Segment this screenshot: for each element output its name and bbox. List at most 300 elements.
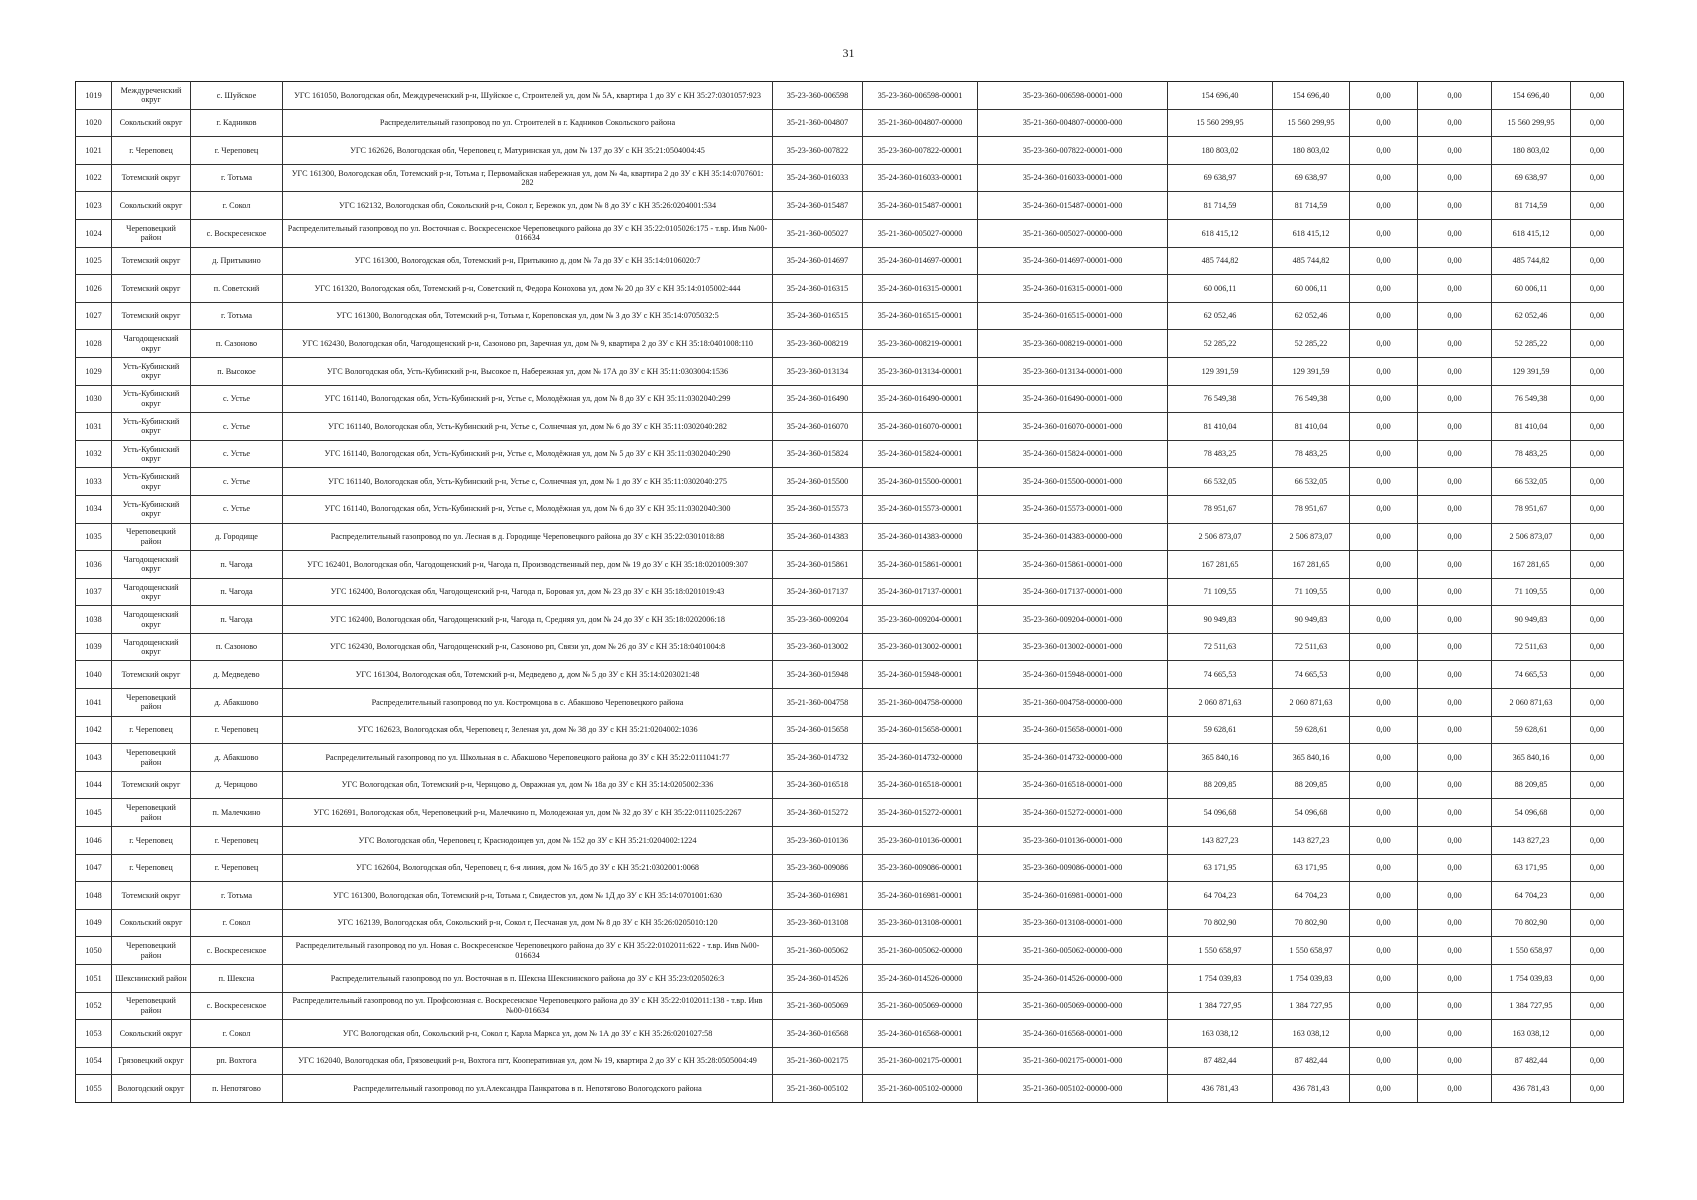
cell-inventory-code: 35-24-360-015487: [773, 192, 863, 220]
cell-row-number: 1049: [76, 909, 112, 937]
cell-initial-cost: 63 171,95: [1168, 854, 1273, 882]
cell-initial-cost: 1 754 039,83: [1168, 965, 1273, 993]
cell-settlement: п. Советский: [191, 275, 283, 303]
cell-district: Сокольский округ: [112, 109, 191, 137]
cell-col-zero-3: 0,00: [1571, 164, 1624, 192]
cell-settlement: с. Шуйское: [191, 82, 283, 110]
cell-book-value: 71 109,55: [1273, 578, 1350, 606]
cell-row-number: 1041: [76, 689, 112, 717]
cell-settlement: с. Воскресенское: [191, 992, 283, 1020]
cell-col-zero-1: 0,00: [1350, 744, 1418, 772]
cell-row-number: 1021: [76, 137, 112, 165]
table-row: [76, 275, 1624, 303]
registry-table: [75, 81, 1624, 1103]
cell-inventory-code: 35-21-360-002175: [773, 1047, 863, 1075]
cell-col-zero-1: 0,00: [1350, 164, 1418, 192]
cell-object-name: УГС 161050, Вологодская обл, Междуреченский р-н, Шуйское с, Строителей ул, дом № 5А, квартира 1 до ЗУ с КН 35:27:0301057:923: [283, 82, 773, 110]
cell-sub-code: 35-21-360-004758-00000: [863, 689, 978, 717]
cell-inventory-code: 35-24-360-016315: [773, 275, 863, 303]
cell-district: г. Череповец: [112, 854, 191, 882]
cell-inventory-code: 35-23-360-009086: [773, 854, 863, 882]
cell-sub-code: 35-24-360-016315-00001: [863, 275, 978, 303]
cell-book-value: 2 506 873,07: [1273, 523, 1350, 551]
cell-full-code: 35-21-360-005062-00000-000: [978, 937, 1168, 965]
cell-district: Череповецкий район: [112, 937, 191, 965]
table-row: [76, 247, 1624, 275]
cell-inventory-code: 35-24-360-014697: [773, 247, 863, 275]
cell-object-name: Распределительный газопровод по ул. Новая с. Воскресенское Череповецкого района до ЗУ с КН 35:22:0102011:622 - т.вр. Инв №00-016634: [283, 937, 773, 965]
cell-col-zero-3: 0,00: [1571, 1020, 1624, 1048]
cell-row-number: 1047: [76, 854, 112, 882]
cell-district: Череповецкий район: [112, 992, 191, 1020]
cell-book-value: 87 482,44: [1273, 1047, 1350, 1075]
cell-object-name: УГС 161140, Вологодская обл, Усть-Кубинский р-н, Устье с, Солнечная ул, дом № 6 до ЗУ с КН 35:11:0302040:282: [283, 413, 773, 441]
cell-object-name: УГС 162400, Вологодская обл, Чагодощенский р-н, Чагода п, Средняя ул, дом № 24 до ЗУ с КН 35:18:0202006:18: [283, 606, 773, 634]
cell-full-code: 35-24-360-015487-00001-000: [978, 192, 1168, 220]
cell-book-value: 143 827,23: [1273, 827, 1350, 855]
cell-initial-cost: 2 506 873,07: [1168, 523, 1273, 551]
cell-settlement: г. Сокол: [191, 192, 283, 220]
cell-col-zero-3: 0,00: [1571, 882, 1624, 910]
cell-sub-code: 35-21-360-005102-00000: [863, 1075, 978, 1103]
table-row: [76, 716, 1624, 744]
cell-book-value: 72 511,63: [1273, 633, 1350, 661]
cell-col-zero-3: 0,00: [1571, 137, 1624, 165]
table-row: [76, 413, 1624, 441]
cell-sub-code: 35-24-360-016981-00001: [863, 882, 978, 910]
table-row: [76, 495, 1624, 523]
cell-col-zero-2: 0,00: [1418, 578, 1492, 606]
cell-col-zero-2: 0,00: [1418, 771, 1492, 799]
cell-residual-value: 129 391,59: [1492, 357, 1571, 385]
cell-sub-code: 35-23-360-009086-00001: [863, 854, 978, 882]
cell-row-number: 1055: [76, 1075, 112, 1103]
cell-inventory-code: 35-24-360-016981: [773, 882, 863, 910]
cell-book-value: 15 560 299,95: [1273, 109, 1350, 137]
cell-col-zero-2: 0,00: [1418, 799, 1492, 827]
cell-inventory-code: 35-24-360-016515: [773, 302, 863, 330]
cell-residual-value: 74 665,53: [1492, 661, 1571, 689]
cell-initial-cost: 90 949,83: [1168, 606, 1273, 634]
cell-book-value: 76 549,38: [1273, 385, 1350, 413]
cell-initial-cost: 81 714,59: [1168, 192, 1273, 220]
cell-initial-cost: 72 511,63: [1168, 633, 1273, 661]
cell-full-code: 35-23-360-008219-00001-000: [978, 330, 1168, 358]
cell-full-code: 35-23-360-010136-00001-000: [978, 827, 1168, 855]
cell-row-number: 1036: [76, 551, 112, 579]
cell-book-value: 88 209,85: [1273, 771, 1350, 799]
cell-object-name: Распределительный газопровод по ул. Школьная в с. Абакшово Череповецкого района до ЗУ с КН 35:22:0111041:77: [283, 744, 773, 772]
cell-initial-cost: 64 704,23: [1168, 882, 1273, 910]
cell-row-number: 1034: [76, 495, 112, 523]
cell-book-value: 64 704,23: [1273, 882, 1350, 910]
cell-col-zero-1: 0,00: [1350, 661, 1418, 689]
cell-sub-code: 35-24-360-016518-00001: [863, 771, 978, 799]
cell-residual-value: 69 638,97: [1492, 164, 1571, 192]
cell-sub-code: 35-24-360-014383-00000: [863, 523, 978, 551]
cell-row-number: 1042: [76, 716, 112, 744]
cell-sub-code: 35-24-360-015272-00001: [863, 799, 978, 827]
cell-residual-value: 485 744,82: [1492, 247, 1571, 275]
cell-object-name: УГС 162139, Вологодская обл, Сокольский р-н, Сокол г, Песчаная ул, дом № 8 до ЗУ с КН 35:26:0205010:120: [283, 909, 773, 937]
cell-col-zero-3: 0,00: [1571, 109, 1624, 137]
cell-settlement: г. Череповец: [191, 137, 283, 165]
cell-inventory-code: 35-23-360-013134: [773, 357, 863, 385]
cell-sub-code: 35-24-360-016515-00001: [863, 302, 978, 330]
cell-col-zero-2: 0,00: [1418, 1075, 1492, 1103]
cell-sub-code: 35-23-360-007822-00001: [863, 137, 978, 165]
cell-sub-code: 35-21-360-005069-00000: [863, 992, 978, 1020]
cell-residual-value: 54 096,68: [1492, 799, 1571, 827]
cell-col-zero-1: 0,00: [1350, 1075, 1418, 1103]
cell-col-zero-1: 0,00: [1350, 219, 1418, 247]
cell-residual-value: 60 006,11: [1492, 275, 1571, 303]
cell-residual-value: 1 550 658,97: [1492, 937, 1571, 965]
cell-book-value: 365 840,16: [1273, 744, 1350, 772]
cell-sub-code: 35-24-360-017137-00001: [863, 578, 978, 606]
cell-sub-code: 35-23-360-013134-00001: [863, 357, 978, 385]
cell-sub-code: 35-24-360-015487-00001: [863, 192, 978, 220]
cell-sub-code: 35-24-360-015861-00001: [863, 551, 978, 579]
cell-settlement: п. Высокое: [191, 357, 283, 385]
cell-residual-value: 78 483,25: [1492, 440, 1571, 468]
cell-col-zero-1: 0,00: [1350, 330, 1418, 358]
cell-residual-value: 59 628,61: [1492, 716, 1571, 744]
cell-residual-value: 167 281,65: [1492, 551, 1571, 579]
cell-col-zero-3: 0,00: [1571, 330, 1624, 358]
cell-book-value: 69 638,97: [1273, 164, 1350, 192]
cell-inventory-code: 35-21-360-004807: [773, 109, 863, 137]
cell-object-name: УГС 162400, Вологодская обл, Чагодощенский р-н, Чагода п, Боровая ул, дом № 23 до ЗУ с КН 35:18:0201019:43: [283, 578, 773, 606]
cell-row-number: 1039: [76, 633, 112, 661]
cell-residual-value: 66 532,05: [1492, 468, 1571, 496]
cell-col-zero-3: 0,00: [1571, 661, 1624, 689]
cell-full-code: 35-24-360-016315-00001-000: [978, 275, 1168, 303]
table-row: [76, 357, 1624, 385]
cell-full-code: 35-23-360-013002-00001-000: [978, 633, 1168, 661]
cell-col-zero-1: 0,00: [1350, 909, 1418, 937]
cell-settlement: г. Сокол: [191, 1020, 283, 1048]
cell-settlement: г. Тотьма: [191, 882, 283, 910]
cell-settlement: д. Городище: [191, 523, 283, 551]
cell-residual-value: 88 209,85: [1492, 771, 1571, 799]
cell-initial-cost: 154 696,40: [1168, 82, 1273, 110]
cell-object-name: УГС 161140, Вологодская обл, Усть-Кубинский р-н, Устье с, Молодёжная ул, дом № 6 до ЗУ с КН 35:11:0302040:300: [283, 495, 773, 523]
cell-row-number: 1048: [76, 882, 112, 910]
cell-col-zero-1: 0,00: [1350, 799, 1418, 827]
cell-settlement: г. Череповец: [191, 716, 283, 744]
table-row: [76, 744, 1624, 772]
table-row: [76, 82, 1624, 110]
cell-book-value: 1 384 727,95: [1273, 992, 1350, 1020]
cell-col-zero-2: 0,00: [1418, 744, 1492, 772]
cell-col-zero-2: 0,00: [1418, 606, 1492, 634]
cell-col-zero-3: 0,00: [1571, 716, 1624, 744]
cell-residual-value: 72 511,63: [1492, 633, 1571, 661]
cell-col-zero-1: 0,00: [1350, 1020, 1418, 1048]
cell-settlement: п. Малечкино: [191, 799, 283, 827]
cell-inventory-code: 35-23-360-013002: [773, 633, 863, 661]
cell-inventory-code: 35-21-360-004758: [773, 689, 863, 717]
cell-district: г. Череповец: [112, 137, 191, 165]
cell-object-name: УГС 162430, Вологодская обл, Чагодощенский р-н, Сазоново рп, Связи ул, дом № 26 до ЗУ с КН 35:18:0401004:8: [283, 633, 773, 661]
cell-residual-value: 180 803,02: [1492, 137, 1571, 165]
cell-district: Шекснинский район: [112, 965, 191, 993]
cell-col-zero-2: 0,00: [1418, 633, 1492, 661]
cell-inventory-code: 35-24-360-015948: [773, 661, 863, 689]
cell-col-zero-2: 0,00: [1418, 937, 1492, 965]
cell-initial-cost: 143 827,23: [1168, 827, 1273, 855]
cell-initial-cost: 167 281,65: [1168, 551, 1273, 579]
cell-col-zero-1: 0,00: [1350, 413, 1418, 441]
cell-full-code: 35-21-360-004807-00000-000: [978, 109, 1168, 137]
cell-sub-code: 35-21-360-004807-00000: [863, 109, 978, 137]
cell-full-code: 35-24-360-015658-00001-000: [978, 716, 1168, 744]
cell-book-value: 78 951,67: [1273, 495, 1350, 523]
cell-district: Тотемский округ: [112, 882, 191, 910]
cell-residual-value: 76 549,38: [1492, 385, 1571, 413]
cell-initial-cost: 87 482,44: [1168, 1047, 1273, 1075]
cell-col-zero-2: 0,00: [1418, 661, 1492, 689]
cell-full-code: 35-24-360-016518-00001-000: [978, 771, 1168, 799]
table-row: [76, 799, 1624, 827]
cell-col-zero-2: 0,00: [1418, 992, 1492, 1020]
cell-object-name: Распределительный газопровод по ул. Восточная с. Воскресенское Череповецкого района до ЗУ с КН 35:22:0105026:175 - т.вр. Инв №00-016634: [283, 219, 773, 247]
cell-col-zero-2: 0,00: [1418, 468, 1492, 496]
cell-district: Грязовецкий округ: [112, 1047, 191, 1075]
cell-district: Тотемский округ: [112, 771, 191, 799]
table-row: [76, 440, 1624, 468]
cell-inventory-code: 35-23-360-010136: [773, 827, 863, 855]
cell-district: Сокольский округ: [112, 909, 191, 937]
cell-col-zero-3: 0,00: [1571, 771, 1624, 799]
cell-district: Череповецкий район: [112, 744, 191, 772]
cell-full-code: 35-24-360-016568-00001-000: [978, 1020, 1168, 1048]
cell-residual-value: 618 415,12: [1492, 219, 1571, 247]
cell-residual-value: 78 951,67: [1492, 495, 1571, 523]
cell-col-zero-2: 0,00: [1418, 827, 1492, 855]
cell-inventory-code: 35-24-360-015272: [773, 799, 863, 827]
cell-col-zero-1: 0,00: [1350, 551, 1418, 579]
cell-col-zero-3: 0,00: [1571, 578, 1624, 606]
cell-full-code: 35-24-360-015272-00001-000: [978, 799, 1168, 827]
cell-full-code: 35-24-360-016515-00001-000: [978, 302, 1168, 330]
cell-book-value: 59 628,61: [1273, 716, 1350, 744]
cell-object-name: УГС 161300, Вологодская обл, Тотемский р-н, Тотьма г, Свидестов ул, дом № 1Д до ЗУ с КН 35:14:0701001:630: [283, 882, 773, 910]
cell-residual-value: 63 171,95: [1492, 854, 1571, 882]
cell-book-value: 78 483,25: [1273, 440, 1350, 468]
cell-col-zero-2: 0,00: [1418, 275, 1492, 303]
cell-col-zero-1: 0,00: [1350, 247, 1418, 275]
cell-inventory-code: 35-21-360-005069: [773, 992, 863, 1020]
cell-col-zero-2: 0,00: [1418, 247, 1492, 275]
page-number: 31: [842, 46, 855, 60]
cell-initial-cost: 62 052,46: [1168, 302, 1273, 330]
cell-col-zero-2: 0,00: [1418, 413, 1492, 441]
cell-district: Тотемский округ: [112, 164, 191, 192]
cell-residual-value: 70 802,90: [1492, 909, 1571, 937]
cell-col-zero-3: 0,00: [1571, 854, 1624, 882]
cell-settlement: г. Череповец: [191, 854, 283, 882]
cell-sub-code: 35-21-360-002175-00001: [863, 1047, 978, 1075]
cell-book-value: 54 096,68: [1273, 799, 1350, 827]
cell-object-name: УГС 162623, Вологодская обл, Череповец г, Зеленая ул, дом № 38 до ЗУ с КН 35:21:0204002:1036: [283, 716, 773, 744]
cell-sub-code: 35-23-360-006598-00001: [863, 82, 978, 110]
cell-col-zero-3: 0,00: [1571, 992, 1624, 1020]
cell-initial-cost: 52 285,22: [1168, 330, 1273, 358]
table-row: [76, 330, 1624, 358]
table-row: [76, 109, 1624, 137]
cell-col-zero-3: 0,00: [1571, 1075, 1624, 1103]
cell-col-zero-3: 0,00: [1571, 909, 1624, 937]
cell-col-zero-3: 0,00: [1571, 275, 1624, 303]
cell-inventory-code: 35-24-360-016070: [773, 413, 863, 441]
cell-residual-value: 1 384 727,95: [1492, 992, 1571, 1020]
table-row: [76, 882, 1624, 910]
cell-book-value: 129 391,59: [1273, 357, 1350, 385]
cell-col-zero-3: 0,00: [1571, 219, 1624, 247]
cell-full-code: 35-24-360-015573-00001-000: [978, 495, 1168, 523]
cell-residual-value: 87 482,44: [1492, 1047, 1571, 1075]
cell-district: Усть-Кубинский округ: [112, 385, 191, 413]
cell-col-zero-1: 0,00: [1350, 771, 1418, 799]
cell-initial-cost: 436 781,43: [1168, 1075, 1273, 1103]
cell-book-value: 485 744,82: [1273, 247, 1350, 275]
cell-settlement: п. Чагода: [191, 606, 283, 634]
cell-inventory-code: 35-24-360-015573: [773, 495, 863, 523]
cell-row-number: 1045: [76, 799, 112, 827]
cell-initial-cost: 70 802,90: [1168, 909, 1273, 937]
cell-row-number: 1038: [76, 606, 112, 634]
cell-col-zero-2: 0,00: [1418, 909, 1492, 937]
cell-col-zero-3: 0,00: [1571, 440, 1624, 468]
cell-row-number: 1020: [76, 109, 112, 137]
cell-inventory-code: 35-23-360-006598: [773, 82, 863, 110]
cell-initial-cost: 69 638,97: [1168, 164, 1273, 192]
cell-object-name: Распределительный газопровод по ул. Восточная в п. Шексна Шекснинского района до ЗУ с КН 35:23:0205026:3: [283, 965, 773, 993]
cell-col-zero-3: 0,00: [1571, 82, 1624, 110]
cell-col-zero-3: 0,00: [1571, 965, 1624, 993]
cell-row-number: 1035: [76, 523, 112, 551]
cell-object-name: УГС 162604, Вологодская обл, Череповец г, 6-я линия, дом № 16/5 до ЗУ с КН 35:21:0302001:0068: [283, 854, 773, 882]
cell-district: Тотемский округ: [112, 302, 191, 330]
cell-book-value: 1 550 658,97: [1273, 937, 1350, 965]
cell-district: Чагодощенский округ: [112, 330, 191, 358]
cell-full-code: 35-24-360-017137-00001-000: [978, 578, 1168, 606]
cell-row-number: 1046: [76, 827, 112, 855]
cell-initial-cost: 163 038,12: [1168, 1020, 1273, 1048]
cell-col-zero-2: 0,00: [1418, 689, 1492, 717]
cell-settlement: г. Кадников: [191, 109, 283, 137]
cell-object-name: УГС 162401, Вологодская обл, Чагодощенский р-н, Чагода п, Производственный пер, дом № 19 до ЗУ с КН 35:18:0201009:307: [283, 551, 773, 579]
cell-initial-cost: 365 840,16: [1168, 744, 1273, 772]
cell-residual-value: 15 560 299,95: [1492, 109, 1571, 137]
cell-full-code: 35-24-360-016070-00001-000: [978, 413, 1168, 441]
cell-object-name: УГС 162132, Вологодская обл, Сокольский р-н, Сокол г, Бережок ул, дом № 8 до ЗУ с КН 35:26:0204001:534: [283, 192, 773, 220]
cell-col-zero-2: 0,00: [1418, 357, 1492, 385]
cell-initial-cost: 81 410,04: [1168, 413, 1273, 441]
table-row: [76, 578, 1624, 606]
cell-col-zero-1: 0,00: [1350, 633, 1418, 661]
cell-full-code: 35-24-360-014383-00000-000: [978, 523, 1168, 551]
cell-col-zero-1: 0,00: [1350, 192, 1418, 220]
cell-residual-value: 1 754 039,83: [1492, 965, 1571, 993]
table-row: [76, 689, 1624, 717]
table-row: [76, 909, 1624, 937]
cell-inventory-code: 35-21-360-005102: [773, 1075, 863, 1103]
cell-settlement: с. Воскресенское: [191, 219, 283, 247]
cell-sub-code: 35-21-360-005062-00000: [863, 937, 978, 965]
cell-object-name: УГС 162691, Вологодская обл, Череповецкий р-н, Малечкино п, Молодежная ул, дом № 32 до ЗУ с КН 35:22:0111025:2267: [283, 799, 773, 827]
cell-col-zero-1: 0,00: [1350, 1047, 1418, 1075]
cell-row-number: 1030: [76, 385, 112, 413]
table-row: [76, 468, 1624, 496]
cell-book-value: 60 006,11: [1273, 275, 1350, 303]
cell-district: Сокольский округ: [112, 1020, 191, 1048]
cell-settlement: д. Притыкино: [191, 247, 283, 275]
cell-sub-code: 35-24-360-014732-00000: [863, 744, 978, 772]
cell-district: Череповецкий район: [112, 689, 191, 717]
cell-initial-cost: 66 532,05: [1168, 468, 1273, 496]
cell-settlement: г. Сокол: [191, 909, 283, 937]
cell-settlement: п. Сазоново: [191, 633, 283, 661]
cell-settlement: д. Абакшово: [191, 689, 283, 717]
cell-initial-cost: 15 560 299,95: [1168, 109, 1273, 137]
cell-district: Череповецкий район: [112, 219, 191, 247]
cell-settlement: п. Чагода: [191, 578, 283, 606]
cell-district: Усть-Кубинский округ: [112, 413, 191, 441]
cell-sub-code: 35-24-360-015658-00001: [863, 716, 978, 744]
cell-settlement: п. Непотягово: [191, 1075, 283, 1103]
cell-residual-value: 365 840,16: [1492, 744, 1571, 772]
cell-book-value: 81 410,04: [1273, 413, 1350, 441]
cell-col-zero-1: 0,00: [1350, 578, 1418, 606]
cell-initial-cost: 78 483,25: [1168, 440, 1273, 468]
cell-object-name: УГС 161300, Вологодская обл, Тотемский р-н, Тотьма г, Первомайская набережная ул, дом № 4а, квартира 2 до ЗУ с КН 35:14:0707601: 282: [283, 164, 773, 192]
cell-row-number: 1032: [76, 440, 112, 468]
table-row: [76, 606, 1624, 634]
cell-col-zero-1: 0,00: [1350, 468, 1418, 496]
table-row: [76, 771, 1624, 799]
cell-row-number: 1027: [76, 302, 112, 330]
cell-district: Усть-Кубинский округ: [112, 357, 191, 385]
cell-book-value: 2 060 871,63: [1273, 689, 1350, 717]
table-row: [76, 827, 1624, 855]
cell-object-name: УГС Вологодская обл, Усть-Кубинский р-н, Высокое п, Набережная ул, дом № 17А до ЗУ с КН 35:11:0303004:1536: [283, 357, 773, 385]
cell-settlement: г. Тотьма: [191, 164, 283, 192]
table-row: [76, 965, 1624, 993]
cell-settlement: п. Сазоново: [191, 330, 283, 358]
cell-col-zero-3: 0,00: [1571, 689, 1624, 717]
cell-book-value: 1 754 039,83: [1273, 965, 1350, 993]
cell-residual-value: 90 949,83: [1492, 606, 1571, 634]
cell-col-zero-1: 0,00: [1350, 440, 1418, 468]
cell-full-code: 35-23-360-013108-00001-000: [978, 909, 1168, 937]
cell-initial-cost: 485 744,82: [1168, 247, 1273, 275]
cell-row-number: 1054: [76, 1047, 112, 1075]
cell-full-code: 35-24-360-016490-00001-000: [978, 385, 1168, 413]
cell-book-value: 180 803,02: [1273, 137, 1350, 165]
cell-full-code: 35-24-360-015861-00001-000: [978, 551, 1168, 579]
cell-row-number: 1053: [76, 1020, 112, 1048]
table-row: [76, 1075, 1624, 1103]
cell-district: Череповецкий район: [112, 799, 191, 827]
cell-row-number: 1025: [76, 247, 112, 275]
cell-inventory-code: 35-24-360-016033: [773, 164, 863, 192]
cell-district: Междуреченский округ: [112, 82, 191, 110]
cell-full-code: 35-21-360-005027-00000-000: [978, 219, 1168, 247]
cell-residual-value: 81 714,59: [1492, 192, 1571, 220]
